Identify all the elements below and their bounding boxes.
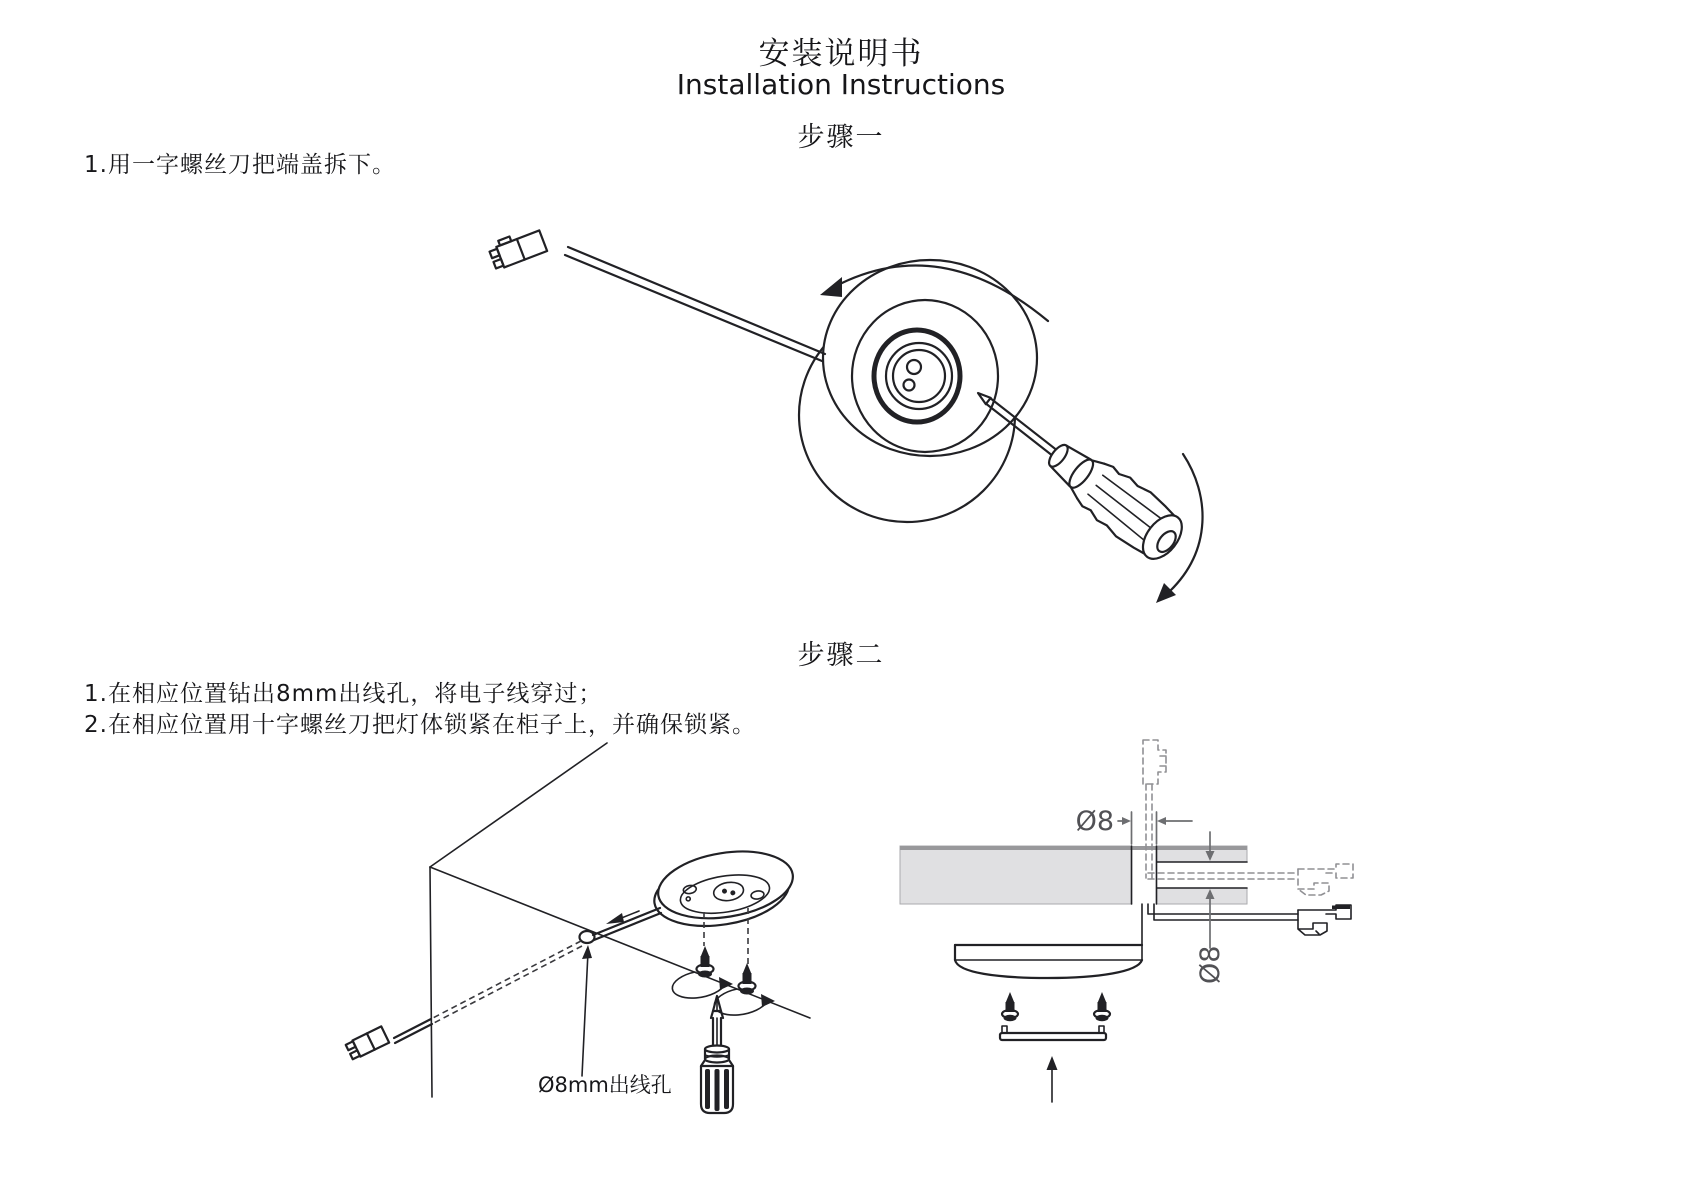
power-cable: [565, 247, 825, 361]
wire-hole: [580, 931, 595, 943]
step1-heading: 步骤一: [797, 122, 885, 153]
screw-icon: [739, 963, 756, 995]
assemble-arrow-icon: [1047, 1056, 1058, 1102]
figure-step2-section-view: [880, 720, 1380, 1120]
slot-diameter-dim-label: Ø8: [1195, 945, 1226, 984]
step2-heading: 步骤二: [797, 640, 885, 671]
power-cable: [394, 908, 661, 1043]
hole-dimension: [1076, 806, 1192, 844]
wire-slot: [1157, 862, 1248, 888]
phantom-connector-right: [1298, 864, 1353, 895]
cable-connector-side: [1298, 905, 1351, 935]
figure-step1-end-cap-removal: [470, 185, 1210, 605]
figure-step2-mounting-perspective: [330, 740, 830, 1140]
screw-icon: [1094, 992, 1110, 1021]
screw-icon: [1002, 992, 1018, 1021]
page-title-english: Installation Instructions: [676, 68, 1006, 101]
hole-diameter-dim-label: Ø8: [1075, 806, 1114, 837]
cable-connector: [345, 1026, 389, 1060]
hole-label-callout: [538, 945, 672, 1097]
phillips-screwdriver-icon: [701, 996, 733, 1113]
cable-connector: [487, 226, 547, 271]
cabinet-panel-section: [900, 845, 1248, 905]
hole-diameter-label: Ø8mm出线孔: [538, 1073, 672, 1097]
power-cable-section: [1148, 904, 1298, 920]
puck-light-drawing: [799, 260, 1037, 522]
step1-instruction: 1.用一字螺丝刀把端盖拆下。: [84, 152, 396, 178]
phantom-connector-top: [1143, 740, 1170, 784]
screw-icon: [697, 946, 714, 978]
puck-light-back: [648, 843, 798, 935]
puck-light-side-profile: [955, 904, 1142, 978]
page-title-chinese: 安装说明书: [758, 36, 924, 72]
wire-dashed-hidden: [431, 941, 582, 1024]
end-cap-strip: [1000, 1026, 1106, 1040]
step2-instruction-2: 2.在相应位置用十字螺丝刀把灯体锁紧在柜子上，并确保锁紧。: [84, 712, 756, 738]
step2-instruction-1: 1.在相应位置钻出8mm出线孔，将电子线穿过；: [84, 681, 603, 707]
